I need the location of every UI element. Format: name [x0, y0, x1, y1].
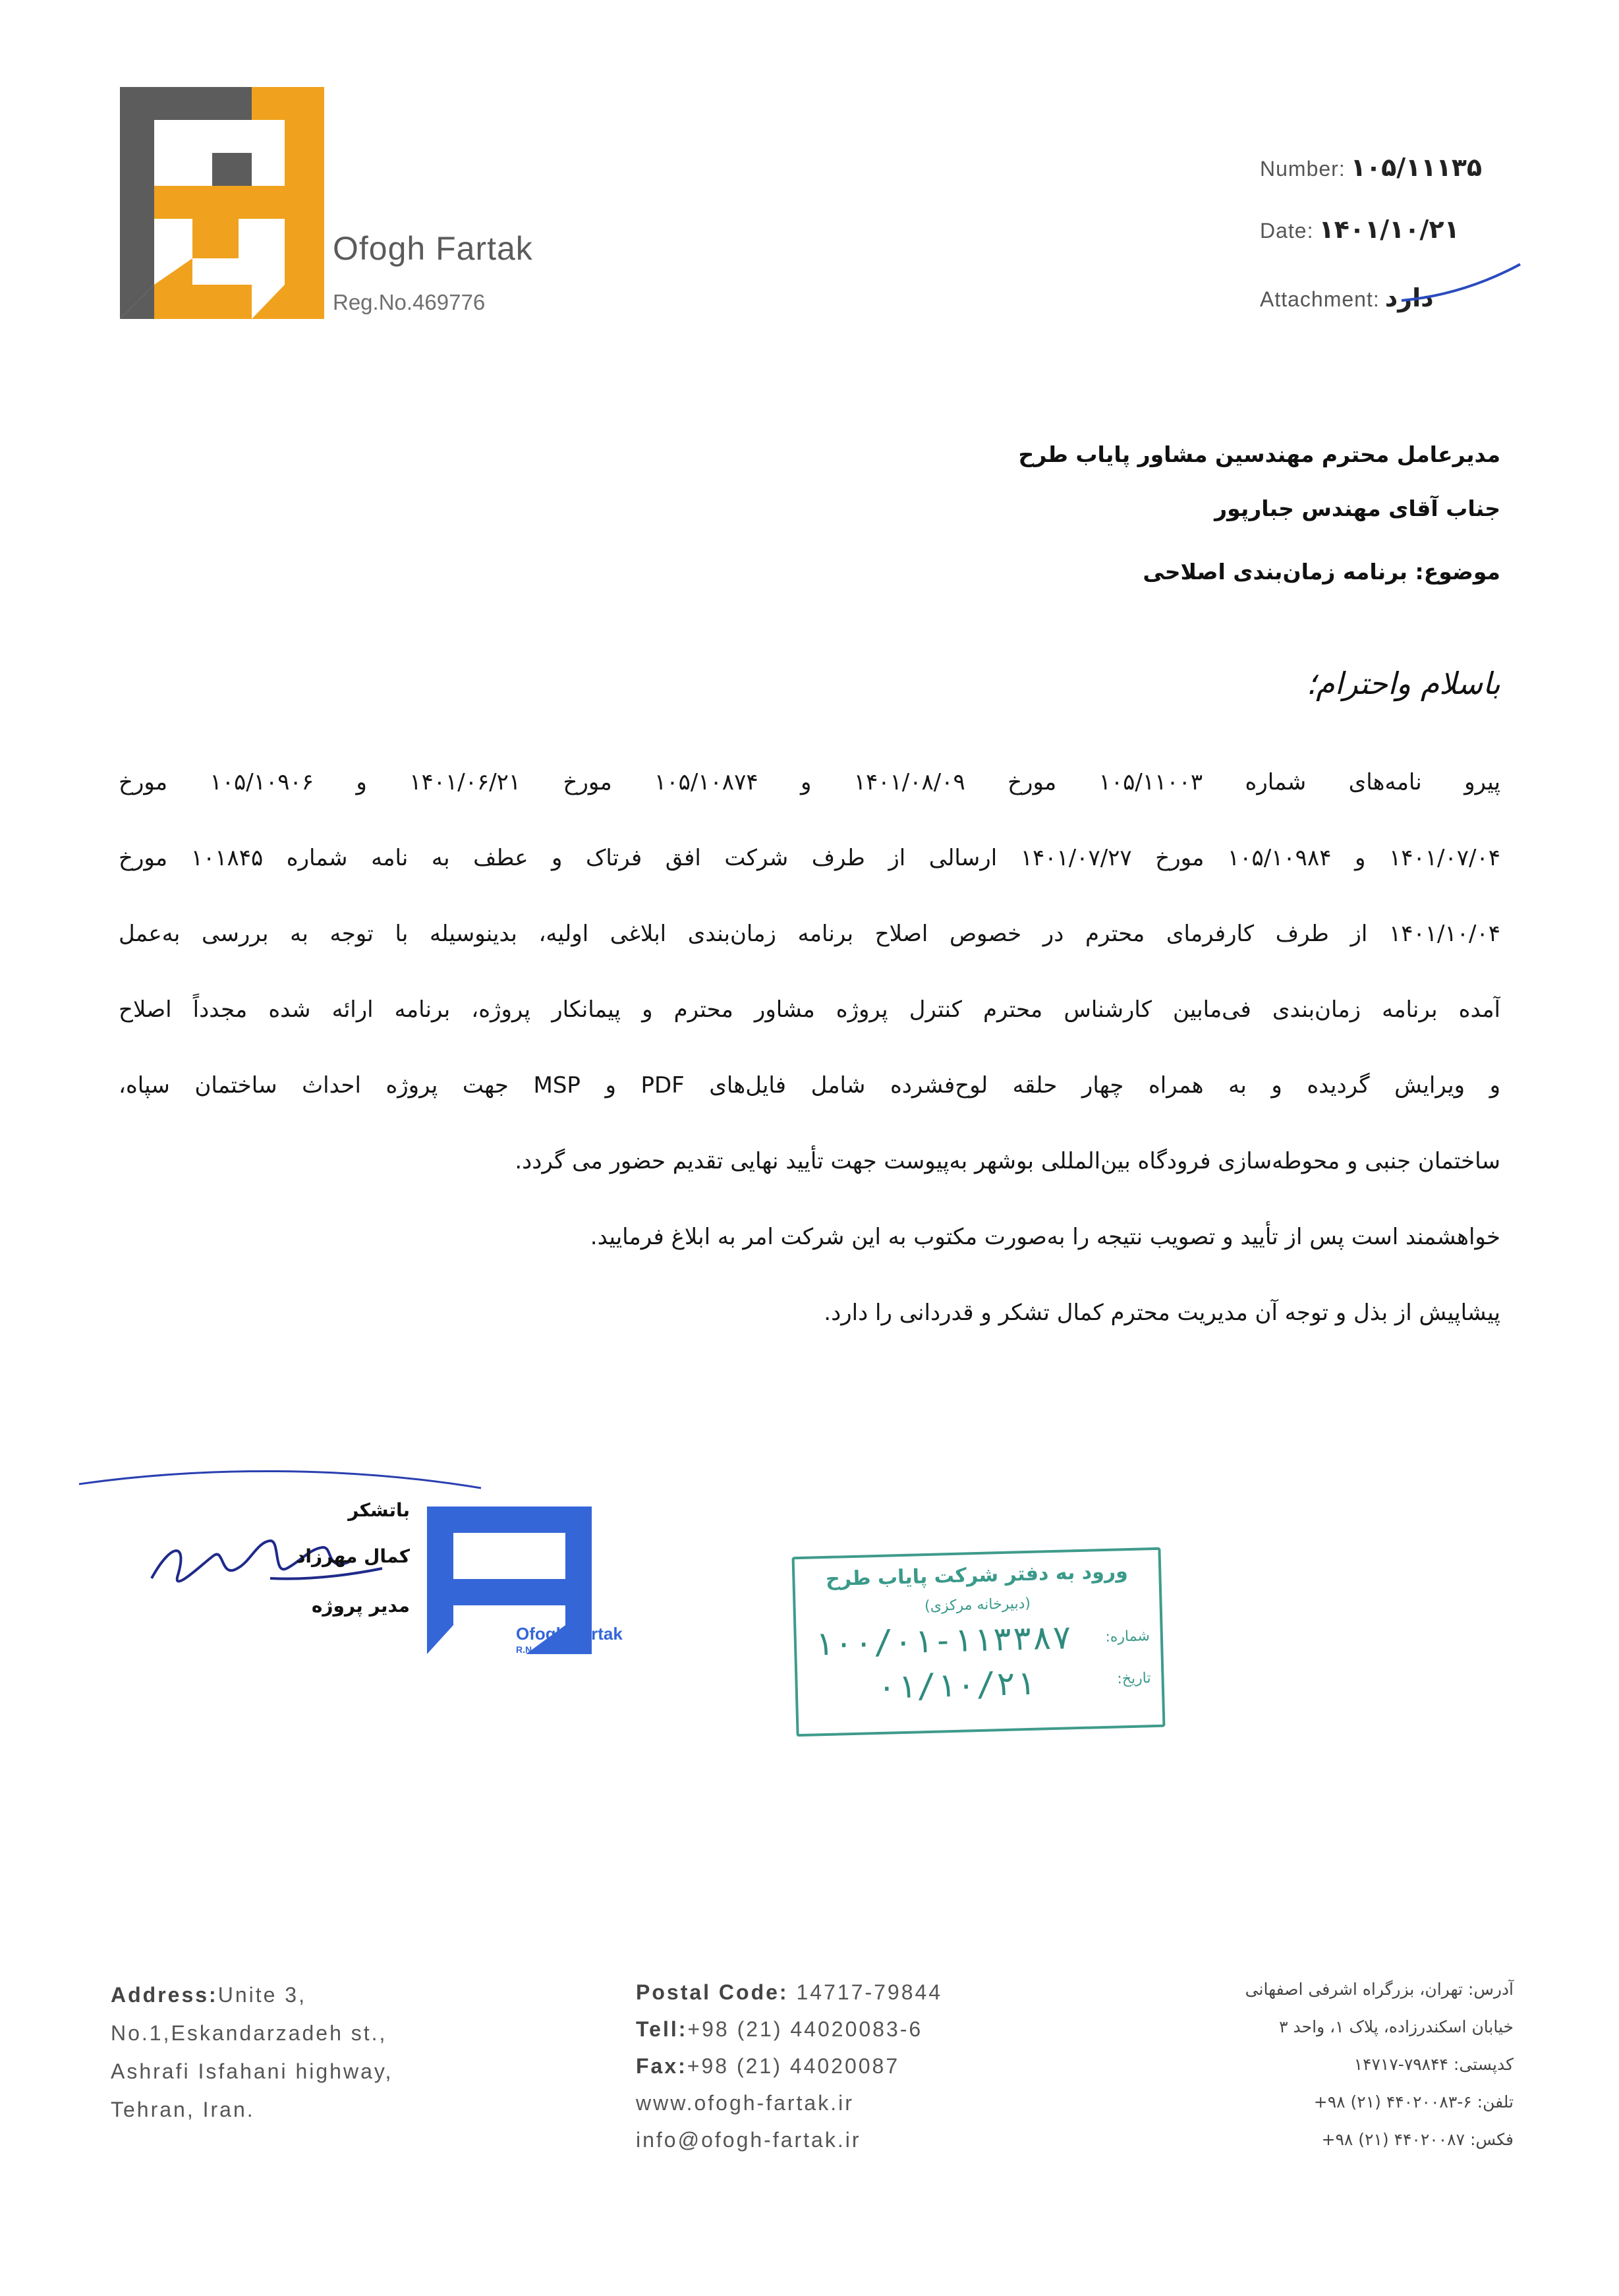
recipient-title: مدیرعامل محترم مهندسین مشاور پایاب طرح [1018, 442, 1500, 467]
handwritten-stroke-icon [1398, 261, 1523, 307]
body-line: و ویرایش گردیده و به همراه چهار حلقه لوح‌فشرده شامل فایل‌های PDF و MSP جهت پروژه احداث ساختمان سپاه، [119, 1072, 1500, 1099]
signer-role: مدیر پروژه [311, 1595, 410, 1617]
postal-label: Postal Code: [636, 1980, 789, 2004]
address-line: Tehran, Iran. [111, 2098, 255, 2121]
address-line: No.1,Eskandarzadeh st., [111, 2021, 387, 2045]
address-fa-line: آدرس: تهران، بزرگراه اشرفی اصفهانی [1245, 1980, 1514, 1999]
registration-number: Reg.No.469776 [333, 290, 486, 314]
greeting: باسلام واحترام؛ [1306, 666, 1500, 701]
stamp-date-value: ۰۱/۱۰/۲۱ [876, 1663, 1037, 1707]
letter-subject: موضوع: برنامه زمان‌بندی اصلاحی [1143, 559, 1500, 585]
letter-number-row [1260, 153, 1482, 182]
address-line: Unite 3, [217, 1983, 306, 2007]
company-seal [427, 1507, 638, 1654]
signature-thanks: باتشکر [348, 1499, 410, 1521]
address-fa-line: خیابان اسکندرزاده، پلاک ۱، واحد ۳ [1279, 2017, 1514, 2036]
stamp-number-label: شماره: [1105, 1628, 1150, 1646]
body-line: ۱۴۰۱/۰۷/۰۴ و ۱۰۵/۱۰۹۸۴ مورخ ۱۴۰۱/۰۷/۲۷ ارسالی از طرف شرکت افق فرتاک و عطف به نامه شماره ۱۰۱۸۴۵ مورخ [119, 845, 1500, 871]
stamp-number-value: ۱۰۰/۰۱-۱۱۳۳۸۷ [813, 1618, 1073, 1663]
number-label: Number: [1260, 157, 1346, 181]
footer-address-fa [1245, 1970, 1514, 2158]
date-label: Date: [1260, 219, 1314, 243]
recipient-name: جناب آقای مهندس جبارپور [1214, 496, 1500, 521]
tel-value: +98 (21) 44020083-6 [687, 2017, 923, 2041]
body-line: ساختمان جنبی و محوطه‌سازی فرودگاه بین‌المللی بوشهر به‌پیوست جهت تأیید نهایی تقدیم حضور می گردد. [515, 1148, 1500, 1174]
tel-label: Tell: [636, 2017, 688, 2041]
stamp-date-label: تاریخ: [1117, 1670, 1151, 1688]
letter-date-row [1260, 215, 1460, 244]
address-fa-line: کدپستی: ۷۹۸۴۴-۱۴۷۱۷ [1353, 2055, 1514, 2074]
stamp-title: ورود به دفتر شرکت پایاب طرح [825, 1560, 1129, 1592]
address-label: Address: [111, 1983, 218, 2007]
seal-reg-number: R.N 469776 [516, 1644, 565, 1654]
website-link[interactable]: www.ofogh-fartak.ir [636, 2091, 854, 2115]
fax-label: Fax: [636, 2054, 687, 2078]
letter-body [119, 745, 1500, 1351]
body-line: ۱۴۰۱/۱۰/۰۴ از طرف کارفرمای محترم در خصوص اصلاح برنامه زمان‌بندی ابلاغی اولیه، بدینوسیله با توجه به بررسی به‌عمل [119, 921, 1500, 947]
number-value: ۱۰۵/۱۱۱۳۵ [1350, 153, 1483, 182]
body-line: پیرو نامه‌های شماره ۱۰۵/۱۱۰۰۳ مورخ ۱۴۰۱/۰۸/۰۹ و ۱۰۵/۱۰۸۷۴ مورخ ۱۴۰۱/۰۶/۲۱ و ۱۰۵/۱۰۹۰۶ مورخ [119, 769, 1500, 795]
attachment-value: دارد [1384, 283, 1434, 312]
footer-address-en [111, 1976, 393, 2129]
fax-value: +98 (21) 44020087 [687, 2054, 900, 2078]
postal-value: 14717-79844 [796, 1980, 943, 2004]
email-link[interactable]: info@ofogh-fartak.ir [636, 2128, 861, 2152]
body-line: خواهشمند است پس از تأیید و تصویب نتیجه را به‌صورت مکتوب به این شرکت امر به ابلاغ فرمایید. [590, 1224, 1500, 1250]
company-name: Ofogh Fartak [333, 230, 533, 267]
address-fa-line: فکس: ۴۴۰۲۰۰۸۷ (۲۱) ۹۸+ [1321, 2130, 1514, 2149]
body-line: آمده برنامه زمان‌بندی فی‌مابین کارشناس محترم کنترل پروژه مشاور محترم و پیمانکار پروژه، برنامه ارائه شده مجدداً اصلاح [119, 996, 1500, 1023]
stamp-subtitle: (دبیرخانه مرکزی) [924, 1595, 1031, 1615]
entry-stamp [792, 1547, 1166, 1737]
address-fa-line: تلفن: ۶-۴۴۰۲۰۰۸۳ (۲۱) ۹۸+ [1313, 2092, 1514, 2111]
seal-company-name: Ofogh Fartak [516, 1624, 623, 1644]
address-line: Ashrafi Isfahani highway, [111, 2059, 393, 2083]
signer-name: کمال مهرزاد [296, 1545, 410, 1567]
date-value: ۱۴۰۱/۱۰/۲۱ [1319, 215, 1460, 244]
company-logo [120, 87, 324, 319]
attachment-label: Attachment: [1260, 287, 1380, 311]
footer-contact [636, 1974, 942, 2158]
body-line: پیشاپیش از بذل و توجه آن مدیریت محترم کمال تشکر و قدردانی را دارد. [824, 1300, 1500, 1326]
